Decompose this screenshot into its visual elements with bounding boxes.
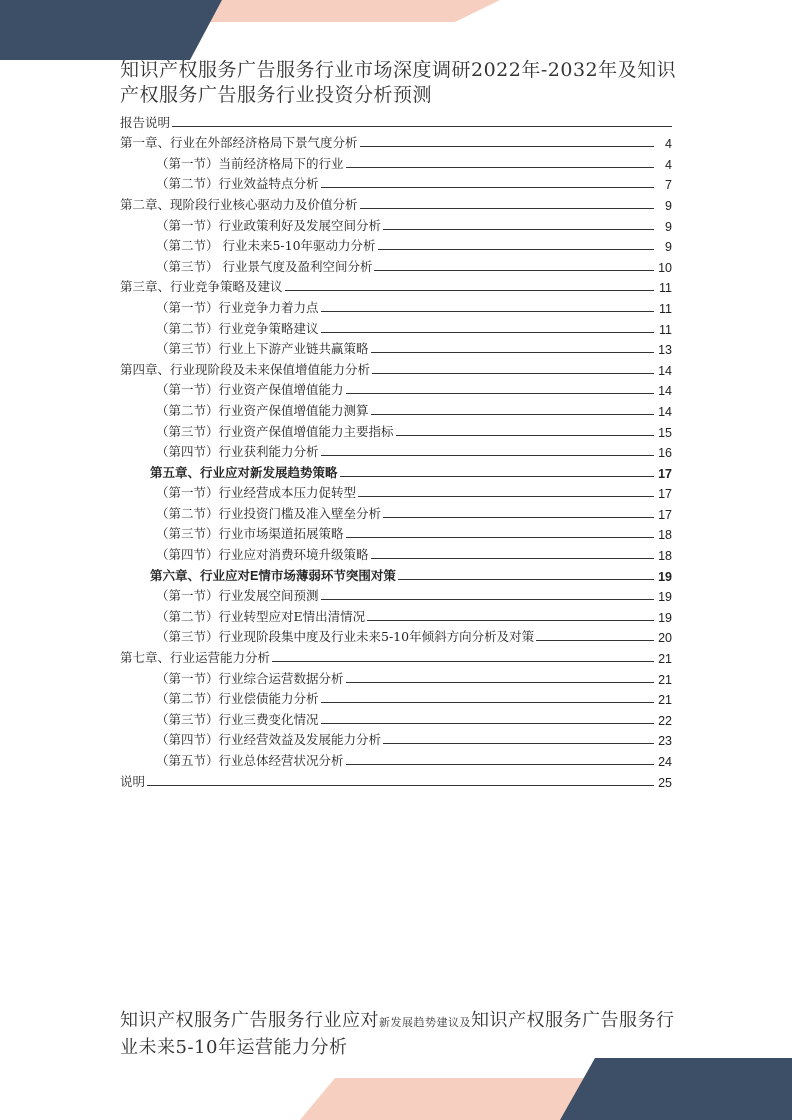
toc-entry-page: 17 — [658, 466, 672, 481]
toc-entry[interactable] — [120, 110, 672, 131]
toc-entry-label: 第四章、行业现阶段及未来保值增值能力分析 — [120, 361, 371, 377]
toc-entry-label: 第六章、行业应对E情市场薄弱环节突围对策 — [150, 568, 396, 583]
toc-leader-line — [321, 332, 654, 333]
toc-entry[interactable] — [120, 398, 672, 419]
toc-leader-line — [372, 373, 654, 374]
toc-entry-page: 10 — [658, 260, 672, 275]
toc-leader-line — [321, 723, 654, 724]
toc-entry-label: 第二章、现阶段行业核心驱动力及价值分析 — [120, 196, 358, 212]
toc-entry-label: （第一节）行业资产保值增值能力 — [156, 382, 344, 398]
toc-entry-label: 第五章、行业应对新发展趋势策略 — [150, 465, 338, 480]
toc-entry-label: （第三节）行业资产保值增值能力主要指标 — [156, 423, 394, 439]
footer-title-part1: 知识产权服务广告服务行业应对 — [120, 1010, 379, 1031]
toc-entry-page: 21 — [658, 672, 672, 687]
toc-leader-line — [346, 167, 654, 168]
toc-leader-line — [398, 579, 654, 580]
toc-entry[interactable] — [120, 542, 672, 563]
toc-entry-page: 18 — [658, 549, 672, 564]
toc-entry[interactable] — [120, 337, 672, 358]
toc-leader-line — [321, 455, 654, 456]
toc-entry[interactable] — [120, 295, 672, 316]
toc-leader-line — [321, 187, 654, 188]
toc-entry-page: 19 — [658, 590, 672, 605]
toc-entry[interactable] — [120, 440, 672, 461]
toc-entry-page: 20 — [658, 631, 672, 646]
navy-band-top — [0, 0, 222, 60]
toc-entry-label: （第一节）当前经济格局下的行业 — [156, 155, 344, 171]
toc-entry-page: 16 — [658, 446, 672, 461]
toc-leader-line — [383, 229, 654, 230]
toc-entry[interactable] — [120, 687, 672, 708]
toc-entry-label: （第二节）行业偿债能力分析 — [156, 691, 319, 707]
toc-entry-page: 11 — [659, 301, 672, 316]
toc-entry-page: 13 — [658, 343, 672, 358]
bottom-decoration — [0, 1050, 792, 1120]
footer-title-part3: 知识产权服务广告服务行业未来5-10年运营能力分析 — [120, 1010, 675, 1058]
toc-leader-line — [371, 414, 654, 415]
toc-entry[interactable] — [120, 378, 672, 399]
toc-leader-line — [396, 435, 654, 436]
toc-entry-label: （第一节）行业发展空间预测 — [156, 588, 319, 604]
toc-entry-page: 19 — [658, 569, 672, 584]
toc-leader-line — [378, 249, 654, 250]
toc-entry-page: 7 — [665, 178, 672, 193]
toc-leader-line — [367, 620, 654, 621]
toc-entry[interactable] — [120, 481, 672, 502]
toc-entry-page: 14 — [658, 404, 672, 419]
toc-entry[interactable] — [120, 604, 672, 625]
toc-entry-page: 9 — [665, 240, 672, 255]
toc-entry[interactable] — [120, 419, 672, 440]
toc-entry-label: （第一节）行业综合运营数据分析 — [156, 670, 344, 686]
toc-entry[interactable] — [120, 625, 672, 646]
toc-entry-label: （第一节）行业竞争力着力点 — [156, 299, 319, 315]
toc-leader-line — [358, 496, 654, 497]
toc-entry-page: 11 — [659, 281, 672, 296]
toc-entry-label: （第二节）行业竞争策略建议 — [156, 320, 319, 336]
toc-leader-line — [321, 599, 654, 600]
toc-entry-label: （第二节）行业效益特点分析 — [156, 176, 319, 192]
toc-entry-label: （第四节）行业经营效益及发展能力分析 — [156, 732, 382, 748]
footer-title — [120, 1008, 680, 1060]
toc-entry[interactable] — [120, 316, 672, 337]
toc-entry-page: 21 — [658, 652, 672, 667]
toc-entry-label: （第二节）行业转型应对E情出清情况 — [156, 608, 366, 624]
toc-leader-line — [346, 537, 654, 538]
toc-entry-label: （第三节） 行业景气度及盈利空间分析 — [156, 258, 373, 274]
toc-entry-label: （第一节）行业政策利好及发展空间分析 — [156, 217, 382, 233]
toc-entry-page: 17 — [658, 507, 672, 522]
toc-entry[interactable] — [120, 131, 672, 152]
toc-leader-line — [340, 476, 654, 477]
toc-entry[interactable] — [120, 728, 672, 749]
toc-entry-page: 9 — [665, 219, 672, 234]
toc-leader-line — [374, 270, 654, 271]
toc-leader-line — [383, 517, 654, 518]
toc-entry-page: 9 — [665, 198, 672, 213]
toc-entry-page: 14 — [658, 363, 672, 378]
toc-entry[interactable] — [120, 213, 672, 234]
toc-entry[interactable] — [120, 172, 672, 193]
toc-leader-line — [371, 558, 654, 559]
toc-entry[interactable] — [120, 234, 672, 255]
toc-entry-page: 17 — [658, 487, 672, 502]
toc-entry[interactable] — [120, 275, 672, 296]
toc-leader-line — [536, 640, 654, 641]
toc-leader-line — [272, 661, 654, 662]
toc-entry-page: 18 — [658, 528, 672, 543]
table-of-contents — [120, 110, 672, 790]
toc-entry-label: 报告说明 — [120, 114, 171, 130]
toc-entry[interactable] — [120, 666, 672, 687]
toc-entry[interactable] — [120, 769, 672, 790]
toc-entry[interactable] — [120, 151, 672, 172]
toc-entry-label: （第三节）行业三费变化情况 — [156, 711, 319, 727]
toc-entry[interactable] — [120, 522, 672, 543]
toc-entry-page: 15 — [658, 425, 672, 440]
toc-entry-page: 4 — [665, 137, 672, 152]
toc-entry-page: 21 — [658, 693, 672, 708]
toc-entry-label: （第三节）行业市场渠道拓展策略 — [156, 526, 344, 542]
toc-entry-label: 第一章、行业在外部经济格局下景气度分析 — [120, 135, 358, 151]
toc-leader-line — [346, 682, 654, 683]
toc-entry-label: （第二节）行业投资门槛及准入壁垒分析 — [156, 505, 382, 521]
toc-entry[interactable] — [120, 501, 672, 522]
toc-entry-page: 24 — [658, 755, 672, 769]
footer-title-part2: 新发展趋势建议及 — [379, 1016, 471, 1029]
navy-band-bottom — [560, 1058, 792, 1120]
toc-entry-page: 23 — [658, 734, 672, 749]
toc-entry-label: （第四节）行业应对消费环境升级策略 — [156, 547, 369, 563]
toc-entry[interactable] — [120, 563, 672, 584]
toc-entry[interactable] — [120, 748, 672, 769]
toc-entry-label: 说明 — [120, 773, 146, 789]
toc-entry-label: （第五节）行业总体经营状况分析 — [156, 753, 344, 768]
toc-leader-line — [360, 146, 654, 147]
toc-entry[interactable] — [120, 357, 672, 378]
toc-leader-line — [285, 290, 654, 291]
toc-entry-label: （第三节）行业上下游产业链共赢策略 — [156, 341, 369, 357]
toc-entry[interactable] — [120, 460, 672, 481]
toc-entry-label: （第二节）行业资产保值增值能力测算 — [156, 402, 369, 418]
toc-entry-page: 4 — [665, 157, 672, 172]
toc-leader-line — [172, 126, 672, 127]
toc-entry[interactable] — [120, 192, 672, 213]
toc-entry[interactable] — [120, 254, 672, 275]
toc-entry-page: 22 — [658, 713, 672, 728]
toc-entry-page: 11 — [659, 322, 672, 337]
toc-leader-line — [321, 311, 654, 312]
toc-leader-line — [371, 352, 654, 353]
toc-entry-label: （第一节）行业经营成本压力促转型 — [156, 485, 357, 501]
toc-entry-label: （第三节）行业现阶段集中度及行业未来5-10年倾斜方向分析及对策 — [156, 629, 535, 645]
toc-leader-line — [360, 208, 654, 209]
toc-leader-line — [147, 785, 654, 786]
toc-entry-label: （第四节）行业获利能力分析 — [156, 444, 319, 460]
toc-entry-label: 第三章、行业竞争策略及建议 — [120, 279, 283, 295]
toc-leader-line — [346, 764, 654, 765]
toc-leader-line — [346, 393, 654, 394]
report-title: 知识产权服务广告服务行业市场深度调研2022年-2032年及知识产权服务广告服务行业投资分析预测 — [120, 59, 677, 106]
peach-band-top — [200, 0, 500, 22]
toc-entry-label: （第二节） 行业未来5-10年驱动力分析 — [156, 238, 376, 254]
toc-leader-line — [383, 743, 654, 744]
toc-entry[interactable] — [120, 584, 672, 605]
toc-entry-page: 25 — [658, 775, 672, 790]
toc-entry-page: 14 — [658, 384, 672, 399]
toc-entry[interactable] — [120, 707, 672, 728]
toc-entry-label: 第七章、行业运营能力分析 — [120, 650, 271, 666]
toc-entry[interactable] — [120, 645, 672, 666]
toc-leader-line — [321, 702, 654, 703]
toc-entry-page: 19 — [658, 610, 672, 625]
